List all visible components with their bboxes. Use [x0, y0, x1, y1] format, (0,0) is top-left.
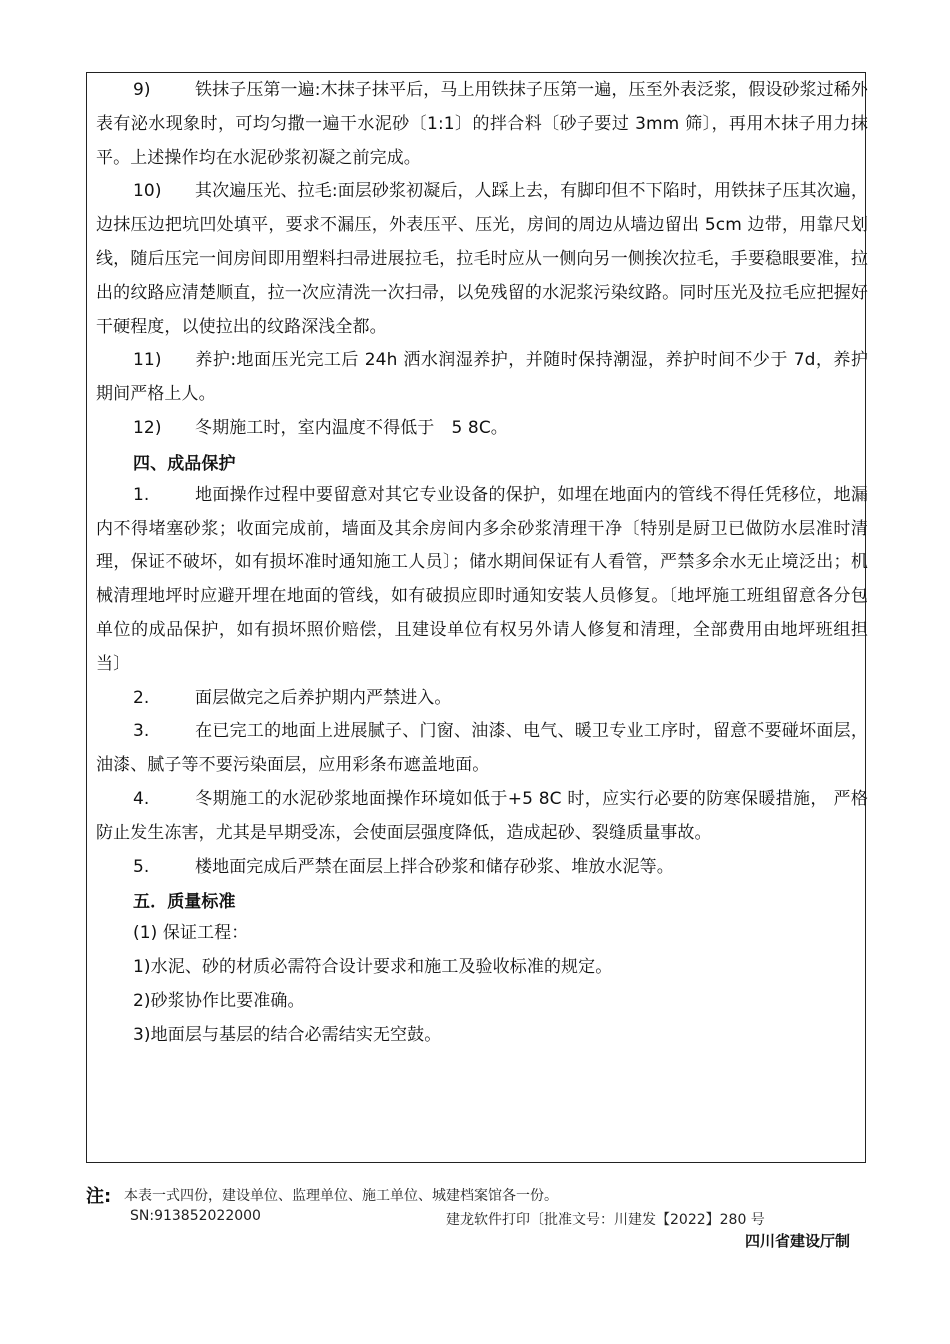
step-number: 12)	[133, 417, 162, 438]
step-number: 11)	[133, 350, 162, 371]
protection-item-1	[96, 479, 868, 682]
step-text: 其次遍压光、拉毛:面层砂浆初凝后，人踩上去，有脚印但不下陷时，用铁抹子压其次遍，边抹压边把坑凹处填平，要求不漏压，外表压平、压光，房间的周边从墙边留出 5cm 边带，用靠尺划线，随后压完一间房间即用塑料扫帚进展拉毛，拉毛时应从一侧向另一侧挨次拉毛，手要稳眼要准，拉出的纹路应清楚顺直，拉一次应清洗一次扫帚，以免残留的水泥浆污染纹路。同时压光及拉毛应把握好干硬程度，以使拉出的纹路深浅全都。	[96, 181, 868, 337]
step-number: 10)	[133, 181, 162, 202]
item-text: 地面操作过程中要留意对其它专业设备的保护，如埋在地面内的管线不得任凭移位，地漏内不得堵塞砂浆；收面完成前，墙面及其余房间内多余砂浆清理干净〔特别是厨卫已做防水层准时清理，保证不破坏，如有损坏准时通知施工人员〕；储水期间保证有人看管，严禁多余水无止境泛出；机械清理地坪时应避开埋在地面的管线，如有破损应即时通知安装人员修复。〔地坪施工班组留意各分包单位的成品保护，如有损坏照价赔偿，且建设单位有权另外请人修复和清理，全部费用由地坪班组担当〕	[96, 484, 868, 674]
note-text: 本表一式四份，建设单位、监理单位、施工单位、城建档案馆各一份。	[124, 1188, 558, 1204]
protection-item-5	[96, 851, 868, 885]
quality-item-2: 2)砂浆协作比要准确。	[133, 990, 305, 1011]
step-12	[96, 412, 868, 446]
item-number: 2.	[133, 687, 150, 708]
item-text: 在已完工的地面上进展腻子、门窗、油漆、电气、暖卫专业工序时，留意不要碰坏面层，油漆、腻子等不要污染面层，应用彩条布遮盖地面。	[96, 721, 868, 776]
issuing-authority: 四川省建设厅制	[744, 1232, 850, 1250]
item-text: 楼地面完成后严禁在面层上拌合砂浆和储存砂浆、堆放水泥等。	[195, 856, 674, 877]
quality-item-3: 3)地面层与基层的结合必需结实无空鼓。	[133, 1024, 442, 1045]
protection-item-2	[96, 682, 868, 716]
step-text: 养护:地面压光完工后 24h 洒水润湿养护，并随时保持潮湿，养护时间不少于 7d，养护期间严格上人。	[96, 350, 868, 405]
item-text: 面层做完之后养护期内严禁进入。	[195, 687, 452, 708]
item-number: 5.	[133, 856, 150, 877]
quality-subheading: (1) 保证工程：	[133, 923, 249, 944]
step-number: 9)	[133, 80, 151, 100]
step-9	[96, 74, 868, 175]
item-number: 3.	[133, 721, 150, 742]
item-text: 冬期施工的水泥砂浆地面操作环境如低于+5 8C 时，应实行必要的防寒保暖措施， 严格防止发生冻害，尤其是早期受冻，会使面层强度降低，造成起砂、裂缝质量事故。	[96, 788, 868, 843]
section-5-heading: 五．质量标准	[133, 892, 236, 913]
item-number: 1.	[133, 484, 150, 505]
print-approval: 建龙软件打印〔批准文号：川建发【2022】280 号	[446, 1212, 765, 1228]
protection-item-3	[96, 715, 868, 783]
step-10	[96, 175, 868, 344]
section-4-heading: 四、成品保护	[133, 453, 236, 474]
step-text: 冬期施工时，室内温度不得低于 5 8C。	[195, 417, 508, 438]
document-body	[96, 74, 868, 1053]
serial-number: SN:913852022000	[130, 1208, 261, 1224]
protection-item-4	[96, 783, 868, 851]
step-11	[96, 344, 868, 412]
item-number: 4.	[133, 788, 150, 809]
quality-item-1: 1)水泥、砂的材质必需符合设计要求和施工及验收标准的规定。	[133, 957, 613, 978]
step-text: 铁抹子压第一遍:木抹子抹平后，马上用铁抹子压第一遍，压至外表泛浆，假设砂浆过稀外表有泌水现象时，可均匀撒一遍干水泥砂〔1:1〕的拌合料〔砂子要过 3mm 筛〕，再用木抹子用力抹平。上述操作均在水泥砂浆初凝之前完成。	[96, 80, 868, 168]
note-label: 注:	[86, 1186, 112, 1207]
